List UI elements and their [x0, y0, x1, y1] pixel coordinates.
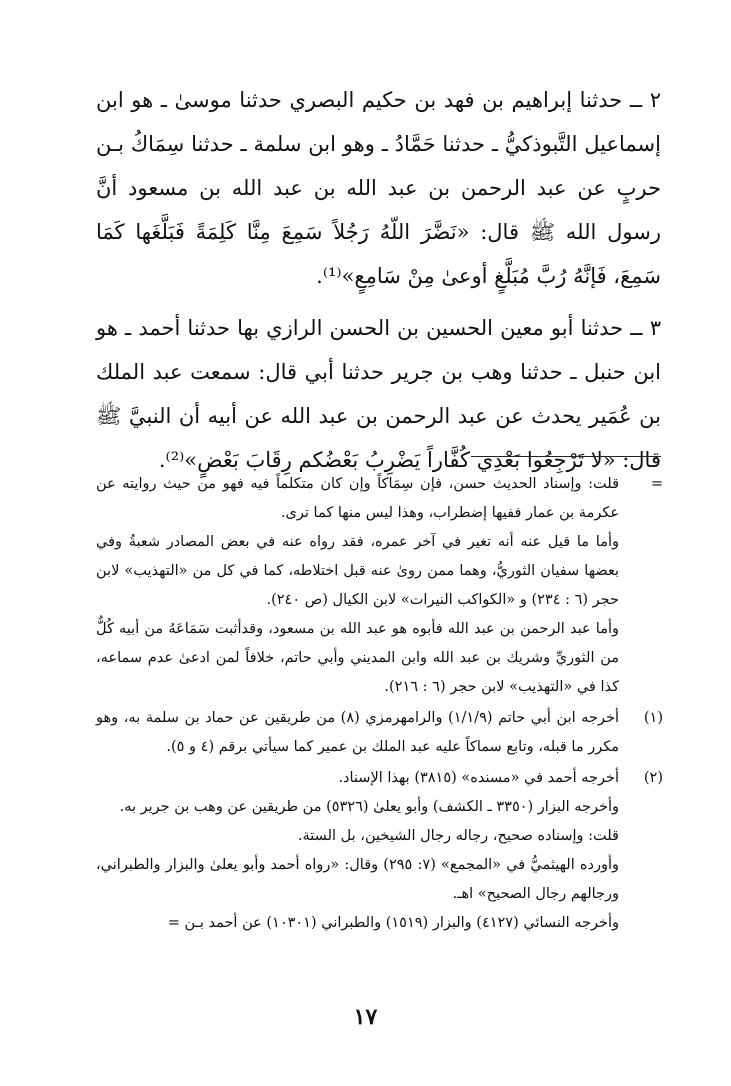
- footnote-continuation: [96, 470, 663, 702]
- footnote-marker: (١): [643, 710, 663, 726]
- hadith-2: [96, 78, 661, 298]
- page-number: ١٧: [353, 1004, 378, 1030]
- footnote-2: [96, 764, 663, 938]
- footnote-divider: [471, 456, 661, 457]
- footnote-paragraph: وأما ما قيل عنه أنه تغير في آخر عمره، فقد رواه عنه في بعض المصادر شعبةُ وفي بعضها سفيان الثوريُّ، وهما ممن روىٰ عنه قبل اختلاطه، كما في كل من «التهذيب» لابن حجر (٦ : ٢٣٤) و «الكواكب النيرات» لابن الكيال (ص ٢٤٠).: [96, 534, 619, 608]
- footnote-paragraph: أخرجه ابن أبي حاتم (١/١/٩) والرامهرمزي (٨) من طريقين عن حماد بن سلمة به، وهو مكرر ما قبله، وتابع سماكاً عليه عبد الملك بن عمير كما سيأتي برقم (٤ و ٥).: [96, 710, 619, 755]
- footnote-paragraph: أخرجه أحمد في «مسنده» (٣٨١٥) بهذا الإسناد.: [338, 770, 619, 786]
- hadith-3-text: ٣ ــ حدثنا أبو معين الحسين بن الحسن الرازي بها حدثنا أحمد ـ هو ابن حنبل ـ حدثنا وهب بن جرير حدثنا أبي قال: سمعت عبد الملك بن عُمَير يحدث عن عبد الرحمن بن عبد الله عن أبيه أن النبيَّ ﷺ قال: «لا تَرْجِعُوا بَعْدِي كُفَّاراً يَضْرِبُ بَعْضُكم رِقَابَ بَعْضٍ»⁽²⁾.: [96, 316, 661, 472]
- footnote-marker: =: [650, 476, 663, 492]
- footnote-1: [96, 704, 663, 762]
- footnote-paragraph: قلت: وإسناد الحديث حسن، فإن سِمَاكاً وإن كان متكلماً فيه فهو من حيث روايته عن عكرمة بن عمار ففيها إضطراب، وهذا ليس منها كما ترى.: [96, 476, 619, 521]
- footnote-paragraph: وأورده الهيثميُّ في «المجمع» (٧: ٢٩٥) وقال: «رواه أحمد وأبو يعلىٰ والبزار والطبراني، ورجالهم رجال الصحيح» اهـ.: [96, 857, 619, 902]
- footnote-paragraph: وأخرجه البزار (٣٣٥٠ ـ الكشف) وأبو يعلىٰ (٥٣٢٦) من طريقين عن وهب بن جرير به.: [119, 799, 619, 815]
- footnote-marker: (٢): [643, 770, 663, 786]
- main-text: [96, 78, 661, 482]
- footnotes: [96, 470, 663, 938]
- footnote-paragraph: قلت: وإسناده صحيح، رجاله رجال الشيخين، بل الستة.: [297, 828, 619, 844]
- footnote-paragraph: وأخرجه النسائي (٤١٢٧) والبزار (١٥١٩) والطبراني (١٠٣٠١) عن أحمد بـن =: [167, 915, 619, 931]
- footnote-paragraph: وأما عبد الرحمن بن عبد الله فأبوه هو عبد الله بن مسعود، وقدأثبت سَمَاعَهُ من أبيه كُلٌّ من الثوريِّ وشريك بن عبد الله وابن المديني وأبي حاتم، خلافاً لمن ادعىٰ عدم سماعه، كذا في «التهذيب» لابن حجر (٦ : ٢١٦).: [96, 621, 619, 695]
- hadith-2-text: ٢ ــ حدثنا إبراهيم بن فهد بن حكيم البصري حدثنا موسىٰ ـ هو ابن إسماعيل التَّبوذكيُّ ـ حدثنا حَمَّادُ ـ وهو ابن سلمة ـ حدثنا سِمَاكُ بـن حربٍ عن عبد الرحمن بن عبد الله بن عبد الله بن مسعود أنَّ رسول الله ﷺ قال: «نَضَّرَ اللّهُ رَجُلاً سَمِعَ مِنَّا كَلِمَةً فَبَلَّغَها كَمَا سَمِعَ، فَإنَّهُ رُبَّ مُبَلَّغٍ أوعىٰ مِنْ سَامِعٍ»⁽¹⁾.: [96, 88, 661, 288]
